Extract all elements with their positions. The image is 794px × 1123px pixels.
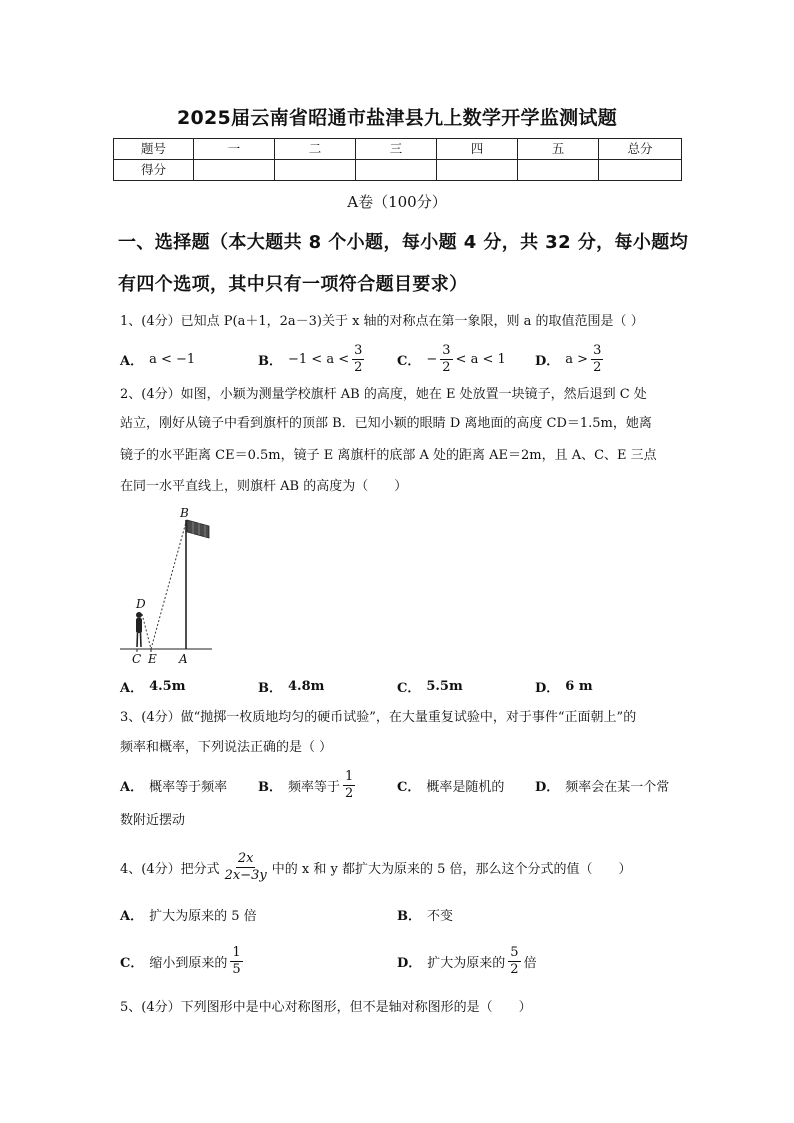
option-prefix: 频率等于 — [288, 779, 341, 795]
question-3-stem-line-2: 频率和概率，下列说法正确的是（ ） — [120, 740, 333, 755]
score-table — [113, 138, 682, 181]
question-4-prefix: 4、(4分）把分式 — [120, 861, 220, 877]
question-1-option-d — [535, 342, 606, 376]
option-suffix: 倍 — [523, 955, 537, 971]
score-table-header-section-4: 四 — [437, 139, 518, 160]
sight-line-eye-to-mirror — [142, 614, 151, 649]
score-cell-section-4 — [437, 160, 518, 181]
score-table-header-label: 题号 — [114, 139, 194, 160]
fraction-denominator: 2x−3y — [224, 867, 267, 883]
option-letter: A． — [120, 680, 144, 696]
person-body — [136, 618, 142, 633]
option-prefix: −1 < a < — [288, 351, 350, 367]
fraction — [343, 770, 355, 801]
section-heading-line-2: 有四个选项，其中只有一项符合题目要求） — [118, 274, 468, 295]
fraction-denominator: 2 — [442, 359, 451, 375]
question-1-stem: 1、(4分）已知点 P(a＋1，2a－3)关于 x 轴的对称点在第一象限，则 a 的取值范围是（ ） — [120, 314, 644, 329]
score-table-score-row — [114, 160, 682, 181]
option-text: 扩大为原来的 5 倍 — [149, 908, 257, 924]
question-3-options — [0, 768, 794, 802]
score-cell-section-1 — [194, 160, 275, 181]
fraction-numerator: 1 — [232, 944, 241, 960]
option-letter: D． — [397, 955, 422, 971]
score-table-header-section-3: 三 — [356, 139, 437, 160]
point-label-d: D — [136, 597, 146, 611]
option-text: 6 m — [565, 678, 593, 694]
score-table-header-section-1: 一 — [194, 139, 275, 160]
fraction-denominator: 2 — [510, 961, 519, 977]
score-cell-section-2 — [275, 160, 356, 181]
option-letter: D． — [535, 680, 560, 696]
option-letter: C． — [397, 353, 421, 369]
question-4-options-row-2 — [0, 944, 794, 978]
question-4-options-row-1 — [0, 905, 794, 923]
question-5-stem: 5、(4分）下列图形中是中心对称图形，但不是轴对称图形的是（ ） — [120, 1000, 532, 1015]
fraction-numerator: 3 — [442, 342, 451, 358]
option-suffix: < a < 1 — [455, 351, 506, 367]
option-letter: C． — [397, 779, 421, 795]
fraction — [591, 344, 603, 375]
option-text: 4.8m — [288, 678, 325, 694]
fraction — [508, 946, 520, 977]
question-4-option-d — [397, 944, 537, 978]
question-1-option-c — [397, 342, 506, 376]
fraction-numerator: 5 — [510, 944, 519, 960]
question-3-option-c — [397, 768, 504, 802]
option-text: 4.5m — [149, 678, 186, 694]
question-4-stem — [120, 849, 632, 885]
score-table-header-section-2: 二 — [275, 139, 356, 160]
score-table-header-section-5: 五 — [518, 139, 599, 160]
option-text: 概率是随机的 — [426, 779, 505, 795]
point-label-a: A — [179, 652, 188, 666]
score-table-header-row — [114, 139, 682, 160]
option-text: a < −1 — [149, 351, 196, 367]
question-3-stem-line-1: 3、(4分）做“抛掷一枚质地均匀的硬币试验”，在大量重复试验中，对于事件“正面朝上”的 — [120, 710, 637, 725]
fraction-denominator: 2 — [345, 785, 354, 801]
question-2-option-a — [120, 677, 185, 695]
question-4-option-c — [120, 944, 246, 978]
option-letter: A． — [120, 908, 144, 924]
question-2-stem-line-3: 镜子的水平距离 CE＝0.5m，镜子 E 离旗杆的底部 A 处的距离 AE＝2m，且 A、C、E 三点 — [120, 448, 657, 463]
option-letter: D． — [535, 779, 560, 795]
question-3-option-a — [120, 768, 227, 802]
fraction-denominator: 2 — [593, 359, 602, 375]
question-2-options — [0, 677, 794, 695]
question-3-option-d — [535, 768, 669, 802]
question-2-option-c — [397, 677, 463, 695]
question-3-option-b — [258, 768, 358, 802]
fraction — [352, 344, 364, 375]
question-4-suffix: 中的 x 和 y 都扩大为原来的 5 倍，那么这个分式的值（ ） — [271, 861, 632, 877]
sight-line-mirror-to-top — [151, 522, 186, 649]
person-head — [136, 612, 142, 618]
option-letter: A． — [120, 353, 144, 369]
option-prefix: 扩大为原来的 — [427, 955, 506, 971]
question-2-stem-line-2: 站立，刚好从镜子中看到旗杆的顶部 B．已知小颖的眼睛 D 离地面的高度 CD＝1.5m，她离 — [120, 416, 652, 431]
option-letter: D． — [535, 353, 560, 369]
option-prefix: − — [426, 351, 438, 367]
question-1-option-a — [120, 342, 195, 376]
fraction-numerator: 1 — [345, 768, 354, 784]
fraction-numerator: 2x — [237, 850, 254, 866]
section-heading-line-1: 一、选择题（本大题共 8 个小题，每小题 4 分，共 32 分，每小题均 — [118, 232, 689, 253]
score-table-row-label: 得分 — [114, 160, 194, 181]
question-4-option-a — [120, 905, 257, 923]
fraction-numerator: 3 — [593, 342, 602, 358]
exam-title: 2025届云南省昭通市盐津县九上数学开学监测试题 — [176, 107, 618, 129]
question-2-stem-line-4: 在同一水平直线上，则旗杆 AB 的高度为（ ） — [120, 479, 408, 494]
question-2-option-b — [258, 677, 324, 695]
option-prefix: a > — [565, 351, 589, 367]
paper-label: A卷（100分） — [347, 193, 447, 211]
score-cell-total — [599, 160, 682, 181]
fraction-denominator: 2 — [354, 359, 363, 375]
flag — [187, 520, 209, 538]
option-text: 5.5m — [426, 678, 463, 694]
question-1-options — [0, 342, 794, 376]
option-text: 频率会在某一个常 — [565, 779, 670, 795]
question-3-option-d-continued: 数附近摆动 — [120, 813, 186, 828]
score-cell-section-5 — [518, 160, 599, 181]
question-1-option-b — [258, 342, 367, 376]
fraction — [440, 344, 452, 375]
person-figure — [136, 612, 142, 647]
person-leg — [141, 633, 142, 647]
option-text: 不变 — [427, 908, 454, 924]
question-2-option-d — [535, 677, 593, 695]
option-letter: B． — [258, 779, 282, 795]
question-2-stem-line-1: 2、(4分）如图，小颖为测量学校旗杆 AB 的高度，她在 E 处放置一块镜子，然后退到 C 处 — [120, 387, 647, 402]
score-cell-section-3 — [356, 160, 437, 181]
fraction — [230, 946, 242, 977]
question-4-option-b — [397, 905, 453, 923]
option-letter: B． — [258, 680, 282, 696]
option-letter: A． — [120, 779, 144, 795]
point-label-c: C — [132, 652, 142, 666]
option-letter: C． — [120, 955, 144, 971]
point-label-e: E — [148, 652, 157, 666]
score-table-header-total: 总分 — [599, 139, 682, 160]
option-letter: B． — [258, 353, 282, 369]
point-label-b: B — [180, 506, 189, 520]
flagpole-mirror-figure — [115, 503, 220, 670]
fraction-denominator: 5 — [232, 961, 241, 977]
option-text: 概率等于频率 — [149, 779, 228, 795]
person-leg — [137, 633, 138, 647]
option-letter: C． — [397, 680, 421, 696]
fraction-numerator: 3 — [354, 342, 363, 358]
fraction — [223, 852, 269, 883]
option-letter: B． — [397, 908, 421, 924]
option-prefix: 缩小到原来的 — [149, 955, 228, 971]
